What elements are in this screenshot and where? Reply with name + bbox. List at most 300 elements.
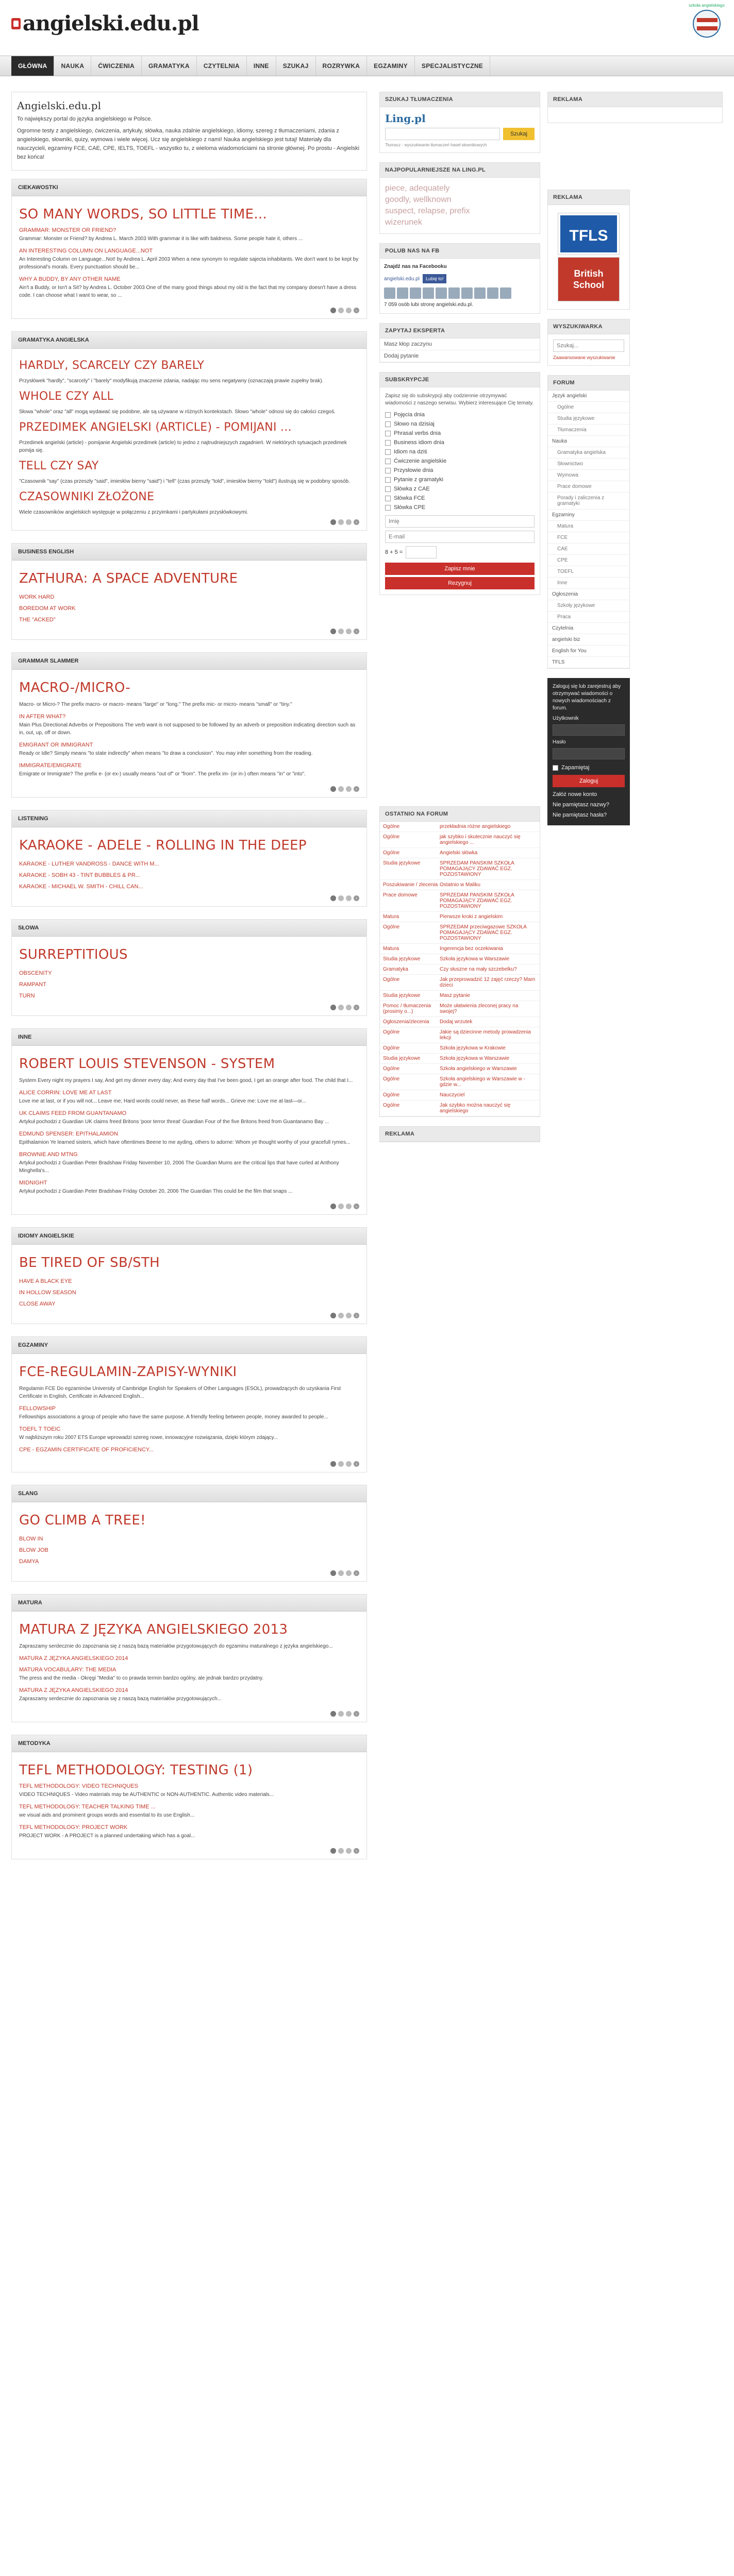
forum-topic[interactable]: Angielski słówka [440, 850, 478, 856]
list-link[interactable]: CLOSE AWAY [19, 1301, 56, 1307]
checkbox[interactable] [385, 412, 391, 418]
list-link[interactable]: RAMPANT [19, 981, 46, 988]
forum-menu-item[interactable]: TOEFL [548, 566, 629, 578]
subscribe-option[interactable] [385, 429, 535, 438]
article-text: Main Plus Directional Adverbs or Prepositions The verb want is not supposed to be followed by an adverb or preposition indicating direction such as in, out, up, off or down. [19, 722, 356, 736]
list-link[interactable]: KARAOKE - SOBH 43 - TINT BUBBLES & PR... [19, 872, 140, 878]
forum-row[interactable] [380, 975, 540, 991]
forum-category[interactable]: Ogłoszenia/zlecenia [383, 1019, 429, 1025]
list-link[interactable]: BLOW IN [19, 1536, 43, 1542]
subscribe-option[interactable] [385, 419, 535, 429]
nav-item-5[interactable]: INNE [247, 56, 276, 76]
avatar [397, 287, 408, 299]
forum-topic[interactable]: jak szybko i skutecznie nauczyć się angielskiego ... [440, 834, 521, 845]
checkbox[interactable] [385, 449, 391, 455]
forum-category[interactable]: Ogólne [383, 1029, 400, 1035]
slider-dot[interactable] [346, 1711, 352, 1717]
list-link[interactable]: KARAOKE - MICHAEL W. SMITH - CHILL CAN... [19, 884, 143, 890]
nav-item-6[interactable]: SZUKAJ [276, 56, 316, 76]
list-link[interactable]: IN HOLLOW SEASON [19, 1290, 76, 1296]
category-head[interactable]: BUSINESS ENGLISH [12, 544, 366, 561]
forum-category[interactable]: Ogólne [383, 924, 400, 930]
category-box [11, 1336, 367, 1472]
featured-title[interactable]: MACRO-/MICRO- [19, 680, 131, 696]
forum-menu-item[interactable]: Porady i zaliczenia z gramatyki [548, 493, 629, 510]
category-head[interactable]: SŁOWA [12, 920, 366, 937]
category-box [11, 543, 367, 640]
forum-menu-item[interactable]: English for You [548, 646, 629, 657]
slider-dot[interactable] [346, 308, 352, 313]
forum-category[interactable]: Poszukiwanie / zlecenia [383, 882, 438, 888]
category-head[interactable]: MATURA [12, 1595, 366, 1612]
forum-menu-item[interactable]: FCE [548, 532, 629, 544]
checkbox[interactable] [385, 496, 391, 501]
tag-link[interactable]: suspect, relapse, prefix [385, 207, 470, 215]
slider-dot[interactable] [330, 1570, 336, 1576]
slider-dot[interactable] [346, 1204, 352, 1209]
tag-link[interactable]: piece, adequately [385, 184, 450, 193]
forum-row[interactable] [380, 1074, 540, 1090]
slider-dot[interactable] [346, 1848, 352, 1854]
forum-menu-item[interactable]: Inne [548, 578, 629, 589]
forum-row[interactable] [380, 1043, 540, 1054]
avatar [436, 287, 447, 299]
slider-dot[interactable] [330, 1711, 336, 1717]
login-link[interactable] [553, 810, 625, 820]
forum-menu-item[interactable]: Praca [548, 612, 629, 623]
translation-search-button[interactable]: Szukaj [503, 128, 535, 140]
featured-title[interactable]: BE TIRED OF SB/STH [19, 1255, 160, 1270]
forum-category[interactable]: Ogólne [383, 1103, 400, 1108]
article-title[interactable]: WHY A BUDDY, BY ANY OTHER NAME [19, 276, 121, 282]
article-title[interactable]: IMMIGRATE/EMIGRATE [19, 762, 82, 769]
slider-dot[interactable] [338, 1313, 344, 1318]
forum-menu-item[interactable]: Szkoły językowe [548, 600, 629, 612]
featured-title[interactable]: SURREPTITIOUS [19, 947, 128, 962]
site-search-input[interactable] [553, 340, 624, 352]
forum-menu-item[interactable]: Nauka [548, 436, 629, 447]
slider-dots [19, 304, 359, 314]
article-title[interactable]: MIDNIGHT [19, 1180, 47, 1186]
next-arrow-icon[interactable]: › [354, 1461, 359, 1467]
category-head[interactable]: GRAMATYKA ANGIELSKA [12, 332, 366, 349]
article-title[interactable]: MATURA Z JĘZYKA ANGIELSKIEGO 2014 [19, 1687, 128, 1693]
subscribe-option[interactable] [385, 456, 535, 466]
article-title[interactable]: TEFL METHODOLOGY: VIDEO TECHNIQUES [19, 1783, 139, 1789]
slider-dot[interactable] [346, 786, 352, 792]
slider-dot[interactable] [338, 786, 344, 792]
list-link[interactable]: THE "ACKED" [19, 617, 56, 623]
checkbox[interactable] [385, 477, 391, 483]
forum-topic[interactable]: Szkoła językowa w Warszawie [440, 1056, 510, 1061]
forum-category[interactable]: Pomoc / tłumaczenia (prosimy o...) [383, 1003, 431, 1014]
next-arrow-icon[interactable]: › [354, 1313, 359, 1318]
slider-dot[interactable] [330, 308, 336, 313]
remember-checkbox[interactable] [553, 765, 558, 771]
fb-page-name[interactable]: angielski.edu.pl [384, 276, 420, 282]
forum-menu-item[interactable]: Czytelnia [548, 623, 629, 634]
ling-logo[interactable]: Ling.pl [385, 112, 426, 125]
article [19, 714, 359, 737]
forum-topic[interactable]: SPRZEDAM PANSKIM SZKOŁA POMAGAJĄCY ZDAWAĆ EGZ. POZOSTAWIONY [440, 892, 514, 909]
tag-link[interactable]: wizerunek [385, 218, 423, 227]
forum-menu-item[interactable]: Egzaminy [548, 510, 629, 521]
slider-dot[interactable] [330, 1848, 336, 1854]
article-title[interactable]: BROWNIE AND MTNG [19, 1151, 78, 1158]
featured-title[interactable]: ROBERT LOUIS STEVENSON - SYSTEM [19, 1056, 275, 1072]
slider-dot[interactable] [338, 1005, 344, 1010]
forum-category[interactable]: Studia językowe [383, 993, 421, 998]
forum-row[interactable] [380, 1090, 540, 1100]
forum-menu-item[interactable]: Matura [548, 521, 629, 532]
category-head[interactable]: CIEKAWOSTKI [12, 179, 366, 196]
tag-link[interactable]: goodly, wellknown [385, 195, 452, 204]
list-link[interactable]: TURN [19, 993, 35, 999]
article-title[interactable]: ALICE CORRIN: LOVE ME AT LAST [19, 1090, 112, 1096]
article-title[interactable]: AN INTERESTING COLUMN ON LANGUAGE...NOT [19, 248, 153, 254]
slider-dot[interactable] [330, 895, 336, 901]
subscribe-option[interactable] [385, 410, 535, 419]
forum-menu-item[interactable]: angielski biz [548, 634, 629, 646]
intro-title: Angielski.edu.pl [17, 99, 101, 112]
subscribe-email-input[interactable] [385, 531, 535, 543]
subscribe-option[interactable] [385, 494, 535, 503]
fb-like-button[interactable]: Lubię to! [423, 274, 447, 283]
forum-row[interactable] [380, 848, 540, 858]
article-title[interactable]: GRAMMAR: MONSTER OR FRIEND? [19, 227, 116, 233]
nav-item-4[interactable]: CZYTELNIA [197, 56, 247, 76]
forum-topic[interactable]: Ingerencja bez oczekiwania [440, 946, 503, 952]
grammar-title[interactable]: HARDLY, SCARCELY CZY BARELY [19, 359, 205, 372]
article-title[interactable]: EDMUND SPENSER: EPITHALAMION [19, 1131, 118, 1137]
slider-dot[interactable] [338, 308, 344, 313]
forum-topic[interactable]: Masz pytanie [440, 993, 470, 998]
forum-topic[interactable]: Czy słuszne na mały szczebelku? [440, 967, 517, 972]
article [19, 1110, 359, 1126]
article-title[interactable]: TEFL METHODOLOGY: PROJECT WORK [19, 1824, 128, 1831]
option-label: Phrasal verbs dnia [394, 430, 441, 436]
next-arrow-icon[interactable]: › [354, 895, 359, 901]
slider-dot[interactable] [330, 1204, 336, 1209]
right-ad-box [547, 92, 723, 123]
article-text: Ain't a Buddy, or Isn't a Sit? by Andrea L. October 2003 One of the many good things about my old is the fact that my company doesn't have a dress code. I can choose what I want to wear, so ... [19, 285, 357, 298]
forum-topic[interactable]: SPRZEDAM przeciwgazowe SZKOŁA POMAGAJĄCY ZDAWAĆ EGZ. POZOSTAWIONY [440, 924, 527, 941]
forum-topic[interactable]: Jakie są dziecinne metody prowadzenia lekcji [440, 1029, 531, 1041]
forum-menu-item[interactable]: Ogólne [548, 402, 629, 413]
featured-title[interactable]: TEFL METHODOLOGY: TESTING (1) [19, 1762, 253, 1778]
school-badge[interactable] [685, 3, 729, 38]
slider-dot[interactable] [330, 629, 336, 634]
forum-topic[interactable]: SPRZEDAM PANSKIM SZKOŁA POMAGAJĄCY ZDAWAĆ EGZ. POZOSTAWIONY [440, 860, 514, 877]
login-password-input[interactable] [553, 748, 625, 759]
captcha-label: 8 + 5 = [385, 549, 403, 555]
category-head[interactable]: EGZAMINY [12, 1337, 366, 1354]
forum-row[interactable] [380, 944, 540, 954]
article-title[interactable]: UK CLAIMS FEED FROM GUANTANAMO [19, 1110, 127, 1116]
article-title[interactable]: TOEFL T TOEIC [19, 1426, 61, 1432]
next-arrow-icon[interactable]: › [354, 786, 359, 792]
slider-dot[interactable] [338, 895, 344, 901]
forum-row[interactable] [380, 832, 540, 848]
ad-head-bottom: REKLAMA [380, 1127, 540, 1142]
featured-title[interactable]: GO CLIMB A TREE! [19, 1513, 146, 1528]
forum-menu-item[interactable]: TFLS [548, 657, 629, 668]
list-link[interactable]: WORK HARD [19, 594, 55, 600]
article-title[interactable]: IN AFTER WHAT? [19, 714, 66, 720]
list-link[interactable]: BLOW JOB [19, 1547, 48, 1553]
login-button[interactable]: Zaloguj [553, 775, 625, 787]
forum-category[interactable]: Prace domowe [383, 892, 418, 898]
article-text: Ready or Idle? Simply means "to state indirectly" when means "to draw a conclusion". You may infer something from the reading. [19, 751, 313, 756]
forum-category[interactable]: Ogólne [383, 1045, 400, 1051]
forum-menu-item[interactable]: Studia językowe [548, 413, 629, 425]
forum-category[interactable]: Ogólne [383, 834, 400, 840]
forum-menu-item[interactable]: Tłumaczenia [548, 425, 629, 436]
slider-dot[interactable] [346, 629, 352, 634]
slider-dot[interactable] [330, 1005, 336, 1010]
ad-british-school[interactable]: British School [558, 258, 619, 301]
article-title[interactable]: EMIGRANT OR IMMIGRANT [19, 742, 93, 748]
expert-link[interactable]: Masz kłop zaczynu [380, 338, 540, 350]
grammar-title[interactable]: WHOLE CZY ALL [19, 390, 114, 403]
next-arrow-icon[interactable]: › [354, 519, 359, 525]
forum-recent-head: OSTATNIO NA FORUM [380, 807, 540, 822]
slider-dot[interactable] [330, 786, 336, 792]
nav-item-7[interactable]: ROZRYWKA [316, 56, 368, 76]
forum-row[interactable] [380, 1100, 540, 1116]
slider-dot[interactable] [338, 519, 344, 525]
subscribe-option[interactable] [385, 466, 535, 475]
checkbox[interactable] [385, 468, 391, 473]
article-text: System Every night my prayers I say, And get my dinner every day; And every day that I've been good, I get an orange after food. The child that I... [19, 1078, 353, 1083]
grammar-text: Przysłówek "hardly", "scarcely" i "barely" modyfikują znaczenie zdania, nadając mu sens negatywny (oznaczają prawie zupełny brak). [19, 378, 324, 384]
translation-search-input[interactable] [385, 128, 500, 140]
login-link-label: Nie pamiętasz hasła? [553, 812, 607, 818]
slider-dot[interactable] [346, 1461, 352, 1467]
expert-link[interactable]: Dodaj pytanie [380, 350, 540, 362]
checkbox[interactable] [385, 486, 391, 492]
forum-menu-item[interactable]: Język angielski [548, 391, 629, 402]
option-label: Słówka z CAE [394, 486, 430, 492]
category-box [11, 919, 367, 1016]
featured-title[interactable]: KARAOKE - ADELE - ROLLING IN THE DEEP [19, 838, 307, 853]
slider-dot[interactable] [346, 1570, 352, 1576]
article-title[interactable]: CPE - EGZAMIN CERTIFICATE OF PROFICIENCY... [19, 1447, 154, 1453]
slider-dots [19, 1567, 359, 1577]
category-head[interactable]: IDIOMY ANGIELSKIE [12, 1228, 366, 1245]
forum-recent-box [379, 806, 540, 1117]
article-title[interactable]: TEFL METHODOLOGY: TEACHER TALKING TIME ... [19, 1804, 156, 1810]
next-arrow-icon[interactable]: › [354, 1711, 359, 1717]
slider-dot[interactable] [330, 1461, 336, 1467]
category-head[interactable]: SLANG [12, 1485, 366, 1502]
unsubscribe-button[interactable]: Rezygnuj [385, 577, 535, 589]
forum-category[interactable]: Ogólne [383, 977, 400, 982]
forum-row[interactable] [380, 964, 540, 975]
forum-category[interactable]: Studia językowe [383, 860, 421, 866]
grammar-text: "Czasownik "say" (czas przeszły "said", imiesłów bierny "said") i "tell" (czas przeszły "told", imiesłów bierny "told") ilustrują się w podobny sposób. [19, 479, 350, 484]
article-title[interactable]: MATURA Z JĘZYKA ANGIELSKIEGO 2014 [19, 1655, 128, 1662]
slider-dot[interactable] [346, 1313, 352, 1318]
forum-topic[interactable]: Ostatnio w Maliku [440, 882, 480, 888]
article-text: Love me at last, or if you will not... Leave me; Hard words could never, as these half words... Grieve me: Love me at last—or... [19, 1098, 306, 1104]
forum-menu-item[interactable]: Słownictwo [548, 459, 629, 470]
slider-dot[interactable] [330, 1313, 336, 1318]
forum-topic[interactable]: Szkoła językowa w Warszawie [440, 956, 510, 962]
list-link[interactable]: BOREDOM AT WORK [19, 605, 76, 612]
forum-category[interactable]: Matura [383, 946, 399, 952]
grammar-title[interactable]: CZASOWNIKI ZŁOŻONE [19, 490, 155, 503]
slider-dot[interactable] [330, 519, 336, 525]
article [19, 1655, 359, 1662]
checkbox[interactable] [385, 505, 391, 511]
nav-item-0[interactable]: GŁÓWNA [11, 56, 54, 76]
site-logo[interactable] [11, 11, 199, 36]
nav-item-8[interactable]: EGZAMINY [367, 56, 415, 76]
forum-category[interactable]: Studia językowe [383, 956, 421, 962]
category-box [11, 1485, 367, 1582]
forum-category[interactable]: Matura [383, 914, 399, 920]
checkbox[interactable] [385, 440, 391, 446]
forum-category[interactable]: Gramatyka [383, 967, 408, 972]
article-text: Emigrate or Immigrate? The prefix e- (or ex-) usually means "out of" or "from". The prefix im- (or in-) often means "in" or "into". [19, 771, 306, 777]
article-text: VIDEO TECHNIQUES - Video materials may be AUTHENTIC or NON-AUTHENTIC. Authentic video materials... [19, 1792, 274, 1798]
subscribe-option[interactable] [385, 447, 535, 456]
login-link[interactable] [553, 789, 625, 800]
list-link[interactable]: OBSCENITY [19, 970, 52, 976]
nav-item-9[interactable]: SPECJALISTYCZNE [415, 56, 490, 76]
next-arrow-icon[interactable]: › [354, 1204, 359, 1209]
advanced-search-link[interactable]: Zaawansowane wyszukiwanie [553, 355, 615, 360]
article [19, 1824, 359, 1840]
fb-title: Znajdź nas na Facebooku [384, 264, 447, 269]
forum-row[interactable] [380, 1064, 540, 1074]
forum-row[interactable] [380, 954, 540, 964]
forum-topic[interactable]: przekładnia różne angielskiego [440, 824, 511, 829]
forum-topic[interactable]: Jak przeprowadzić 12 zajęć rzeczy? Mam dzieci [440, 977, 536, 988]
grammar-text: Słowa "whole" oraz "all" mogą wydawać się podobne, ale są używane w różnych kontekstach. Słowo "whole" odnosi się do całości czegoś. [19, 409, 336, 415]
checkbox[interactable] [385, 421, 391, 427]
forum-row[interactable] [380, 922, 540, 944]
list-link[interactable]: DAMYA [19, 1558, 39, 1565]
category-head[interactable]: METODYKA [12, 1735, 366, 1752]
subscribe-option[interactable] [385, 484, 535, 494]
next-arrow-icon[interactable]: › [354, 1848, 359, 1854]
forum-menu-item[interactable]: Ogłoszenia [548, 589, 629, 600]
forum-category[interactable]: Ogólne [383, 824, 400, 829]
forum-row[interactable] [380, 1001, 540, 1017]
next-arrow-icon[interactable]: › [354, 1570, 359, 1576]
slider-dot[interactable] [346, 895, 352, 901]
category-head[interactable]: LISTENING [12, 810, 366, 827]
login-link[interactable] [553, 800, 625, 810]
category-head[interactable]: INNE [12, 1029, 366, 1046]
forum-row[interactable] [380, 991, 540, 1001]
forum-category[interactable]: Ogólne [383, 1092, 400, 1098]
forum-topic[interactable]: Dodaj wrzutek [440, 1019, 473, 1025]
article-title[interactable]: FELLOWSHIP [19, 1405, 56, 1412]
forum-row[interactable] [380, 822, 540, 832]
forum-menu-item[interactable]: CAE [548, 544, 629, 555]
avatar [500, 287, 511, 299]
captcha-input[interactable] [406, 546, 437, 558]
subscribe-name-input[interactable] [385, 515, 535, 528]
slider-dot[interactable] [338, 629, 344, 634]
forum-topic[interactable]: Szkoła językowa w Krakowie [440, 1045, 506, 1051]
article-title[interactable]: MATURA VOCABULARY: THE MEDIA [19, 1667, 116, 1673]
remember-label: Zapamiętaj [561, 765, 590, 771]
checkbox[interactable] [385, 431, 391, 436]
subscribe-option[interactable] [385, 475, 535, 484]
subscribe-option[interactable] [385, 503, 535, 512]
forum-category[interactable]: Ogólne [383, 1066, 400, 1072]
category-head[interactable]: GRAMMAR SLAMMER [12, 653, 366, 670]
grammar-title[interactable]: PRZEDIMEK ANGIELSKI (ARTICLE) - POMIJANI ... [19, 421, 292, 434]
ad-tfls[interactable]: TFLS [558, 213, 619, 255]
forum-topic[interactable]: Szkoła angielskiego w Warszawie [440, 1066, 517, 1072]
forum-category[interactable]: Studia językowe [383, 1056, 421, 1061]
forum-topic[interactable]: Może ułatwienia zleconej pracy na swojej? [440, 1003, 519, 1014]
forum-row[interactable] [380, 912, 540, 922]
forum-menu-item[interactable]: Wymowa [548, 470, 629, 481]
subscribe-button[interactable]: Zapisz mnie [385, 563, 535, 575]
slider-dots [19, 1310, 359, 1319]
nav-item-1[interactable]: NAUKA [54, 56, 91, 76]
forum-category[interactable]: Ogólne [383, 1076, 400, 1082]
slider-dot[interactable] [338, 1570, 344, 1576]
forum-menu-item[interactable]: CPE [548, 555, 629, 566]
next-arrow-icon[interactable]: › [354, 308, 359, 313]
slider-dot[interactable] [346, 1005, 352, 1010]
nav-item-3[interactable]: GRAMATYKA [142, 56, 197, 76]
forum-topic[interactable]: Jak szybko można nauczyć się angielskiego [440, 1103, 511, 1114]
article-text: Artykuł pochodzi z Guardian Peter Bradshaw Friday November 10, 2006 The Guardian Mums are the critical lips that have curled at Anthony Minghella's... [19, 1160, 339, 1174]
nav-item-2[interactable]: ĆWICZENIA [91, 56, 142, 76]
login-username-input[interactable] [553, 724, 625, 736]
forum-menu-item[interactable]: Prace domowe [548, 481, 629, 493]
forum-row[interactable] [380, 890, 540, 912]
slider-dot[interactable] [338, 1711, 344, 1717]
slider-dot[interactable] [338, 1204, 344, 1209]
list-link[interactable]: HAVE A BLACK EYE [19, 1278, 72, 1284]
subscribe-option[interactable] [385, 438, 535, 447]
forum-topic[interactable]: Pierwsze kroki z angielskim [440, 914, 503, 920]
checkbox[interactable] [385, 459, 391, 464]
forum-row[interactable] [380, 880, 540, 890]
forum-row[interactable] [380, 1027, 540, 1043]
forum-topic[interactable]: Szkoła angielskiego w Warszawie w - gdzie w... [440, 1076, 525, 1088]
forum-row[interactable] [380, 1054, 540, 1064]
slider-dot[interactable] [346, 519, 352, 525]
featured-title[interactable]: ZATHURA: A SPACE ADVENTURE [19, 571, 238, 586]
forum-menu-item[interactable]: Gramatyka angielska [548, 447, 629, 459]
next-arrow-icon[interactable]: › [354, 1005, 359, 1010]
featured-title[interactable]: SO MANY WORDS, SO LITTLE TIME... [19, 207, 268, 222]
next-arrow-icon[interactable]: › [354, 629, 359, 634]
forum-category[interactable]: Ogólne [383, 850, 400, 856]
forum-topic[interactable]: Nauczyciel [440, 1092, 465, 1098]
article [19, 248, 359, 271]
forum-row[interactable] [380, 1017, 540, 1027]
featured-title[interactable]: FCE-REGULAMIN-ZAPISY-WYNIKI [19, 1364, 237, 1380]
article [19, 1426, 359, 1442]
featured-title[interactable]: MATURA Z JĘZYKA ANGIELSKIEGO 2013 [19, 1622, 288, 1637]
slider-dot[interactable] [338, 1848, 344, 1854]
forum-row[interactable] [380, 858, 540, 880]
grammar-title[interactable]: TELL CZY SAY [19, 460, 99, 472]
list-link[interactable]: KARAOKE - LUTHER VANDROSS - DANCE WITH M... [19, 861, 159, 867]
slider-dot[interactable] [338, 1461, 344, 1467]
